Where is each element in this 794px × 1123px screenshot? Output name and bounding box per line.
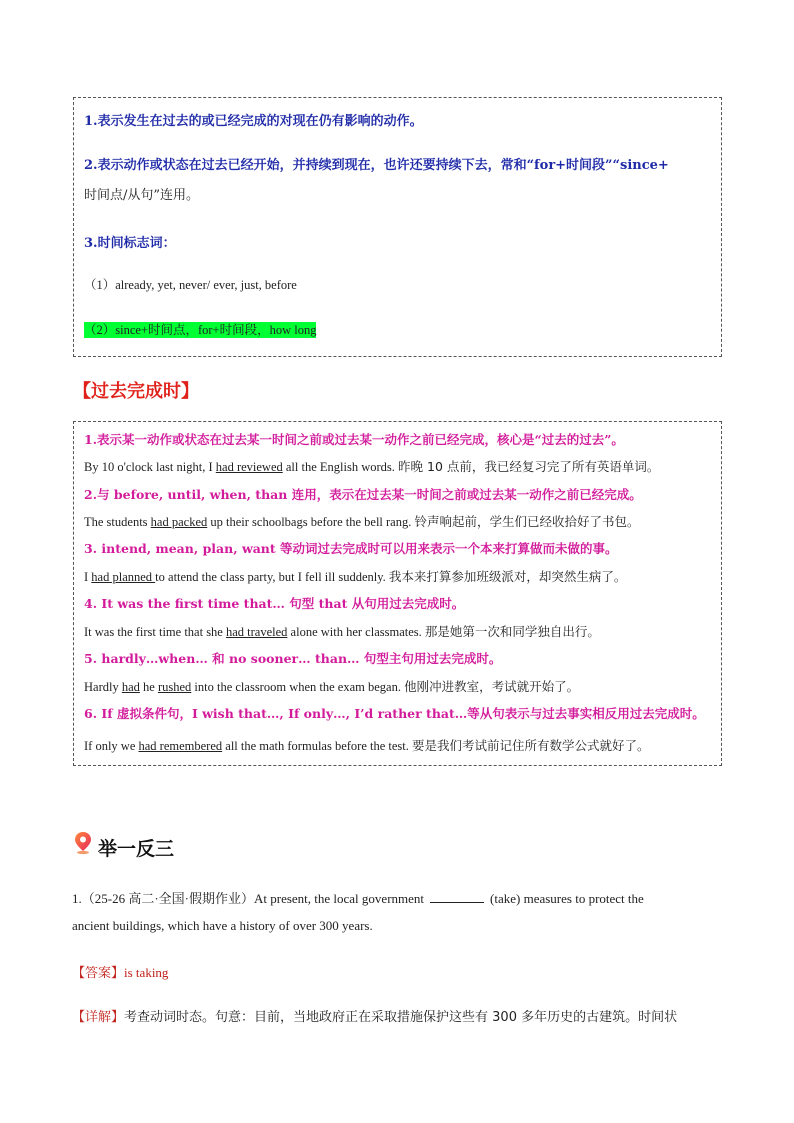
detail-line: 【详解】考查动词时态。句意：目前，当地政府正在采取措施保护这些有 300 多年历史的古建筑。时间状 <box>72 1010 678 1025</box>
example-3: I had planned to attend the class party, but I fell ill suddenly. 我本来打算参加班级派对，却突然生病了。 <box>84 569 627 584</box>
note-time-markers-2 <box>84 319 316 338</box>
question-1-line-1: 1.（25-26 高二·全国·假期作业）At present, the local government (take) measures to protect the <box>72 891 644 906</box>
detail-label: 【详解】 <box>72 1010 125 1025</box>
example-4: It was the first time that she had traveled alone with her classmates. 那是她第一次和同学独自出行。 <box>84 624 600 639</box>
section-title: 举一反三 <box>98 838 175 860</box>
note-usage-1: 1.表示发生在过去的或已经完成的对现在仍有影响的动作。 <box>84 114 423 129</box>
rule-6: 6. If 虚拟条件句，I wish that…, If only…, I’d rather that…等从句表示与过去事实相反用过去完成时。 <box>84 706 705 721</box>
example-1: By 10 o'clock last night, I had reviewed all the English words. 昨晚 10 点前，我已经复习完了所有英语单词。 <box>84 459 660 474</box>
answer-label: 【答案】 <box>72 966 125 981</box>
answer-value: is taking <box>124 965 169 980</box>
example-5: Hardly had he rushed into the classroom when the exam began. 他刚冲进教室，考试就开始了。 <box>84 679 580 694</box>
rule-3: 3. intend, mean, plan, want 等动词过去完成时可以用来表示一个本来打算做而未做的事。 <box>84 541 618 556</box>
note-time-markers-heading: 3.时间标志词： <box>84 236 176 251</box>
note-usage-2: 2.表示动作或状态在过去已经开始，并持续到现在，也许还要持续下去，常和“for+时间段”“since+ <box>84 158 669 173</box>
location-pin-icon <box>73 831 93 855</box>
note-usage-2-cont: 时间点/从句”连用。 <box>84 188 200 203</box>
rule-5: 5. hardly…when… 和 no sooner… than… 句型主句用过去完成时。 <box>84 651 502 666</box>
rule-1: 1.表示某一动作或状态在过去某一时间之前或过去某一动作之前已经完成，核心是“过去的过去”。 <box>84 432 624 447</box>
question-1-line-2: ancient buildings, which have a history of over 300 years. <box>72 918 373 933</box>
rule-4: 4. It was the first time that… 句型 that 从句用过去完成时。 <box>84 596 465 611</box>
highlighted-text: （2）since+时间点，for+时间段，how long <box>84 323 317 337</box>
answer-blank <box>430 890 484 903</box>
answer-line <box>72 962 168 981</box>
note-time-markers-1: （1）already, yet, never/ ever, just, before <box>84 278 297 292</box>
example-2: The students had packed up their schoolbags before the bell rang. 铃声响起前，学生们已经收拾好了书包。 <box>84 514 640 529</box>
section-heading-past-perfect: 【过去完成时】 <box>73 381 199 402</box>
present-perfect-notes-box <box>73 97 722 357</box>
rule-2: 2.与 before, until, when, than 连用，表示在过去某一时间之前或过去某一动作之前已经完成。 <box>84 487 642 502</box>
past-perfect-notes-box <box>73 421 722 766</box>
example-6: If only we had remembered all the math formulas before the test. 要是我们考试前记住所有数学公式就好了。 <box>84 738 650 753</box>
